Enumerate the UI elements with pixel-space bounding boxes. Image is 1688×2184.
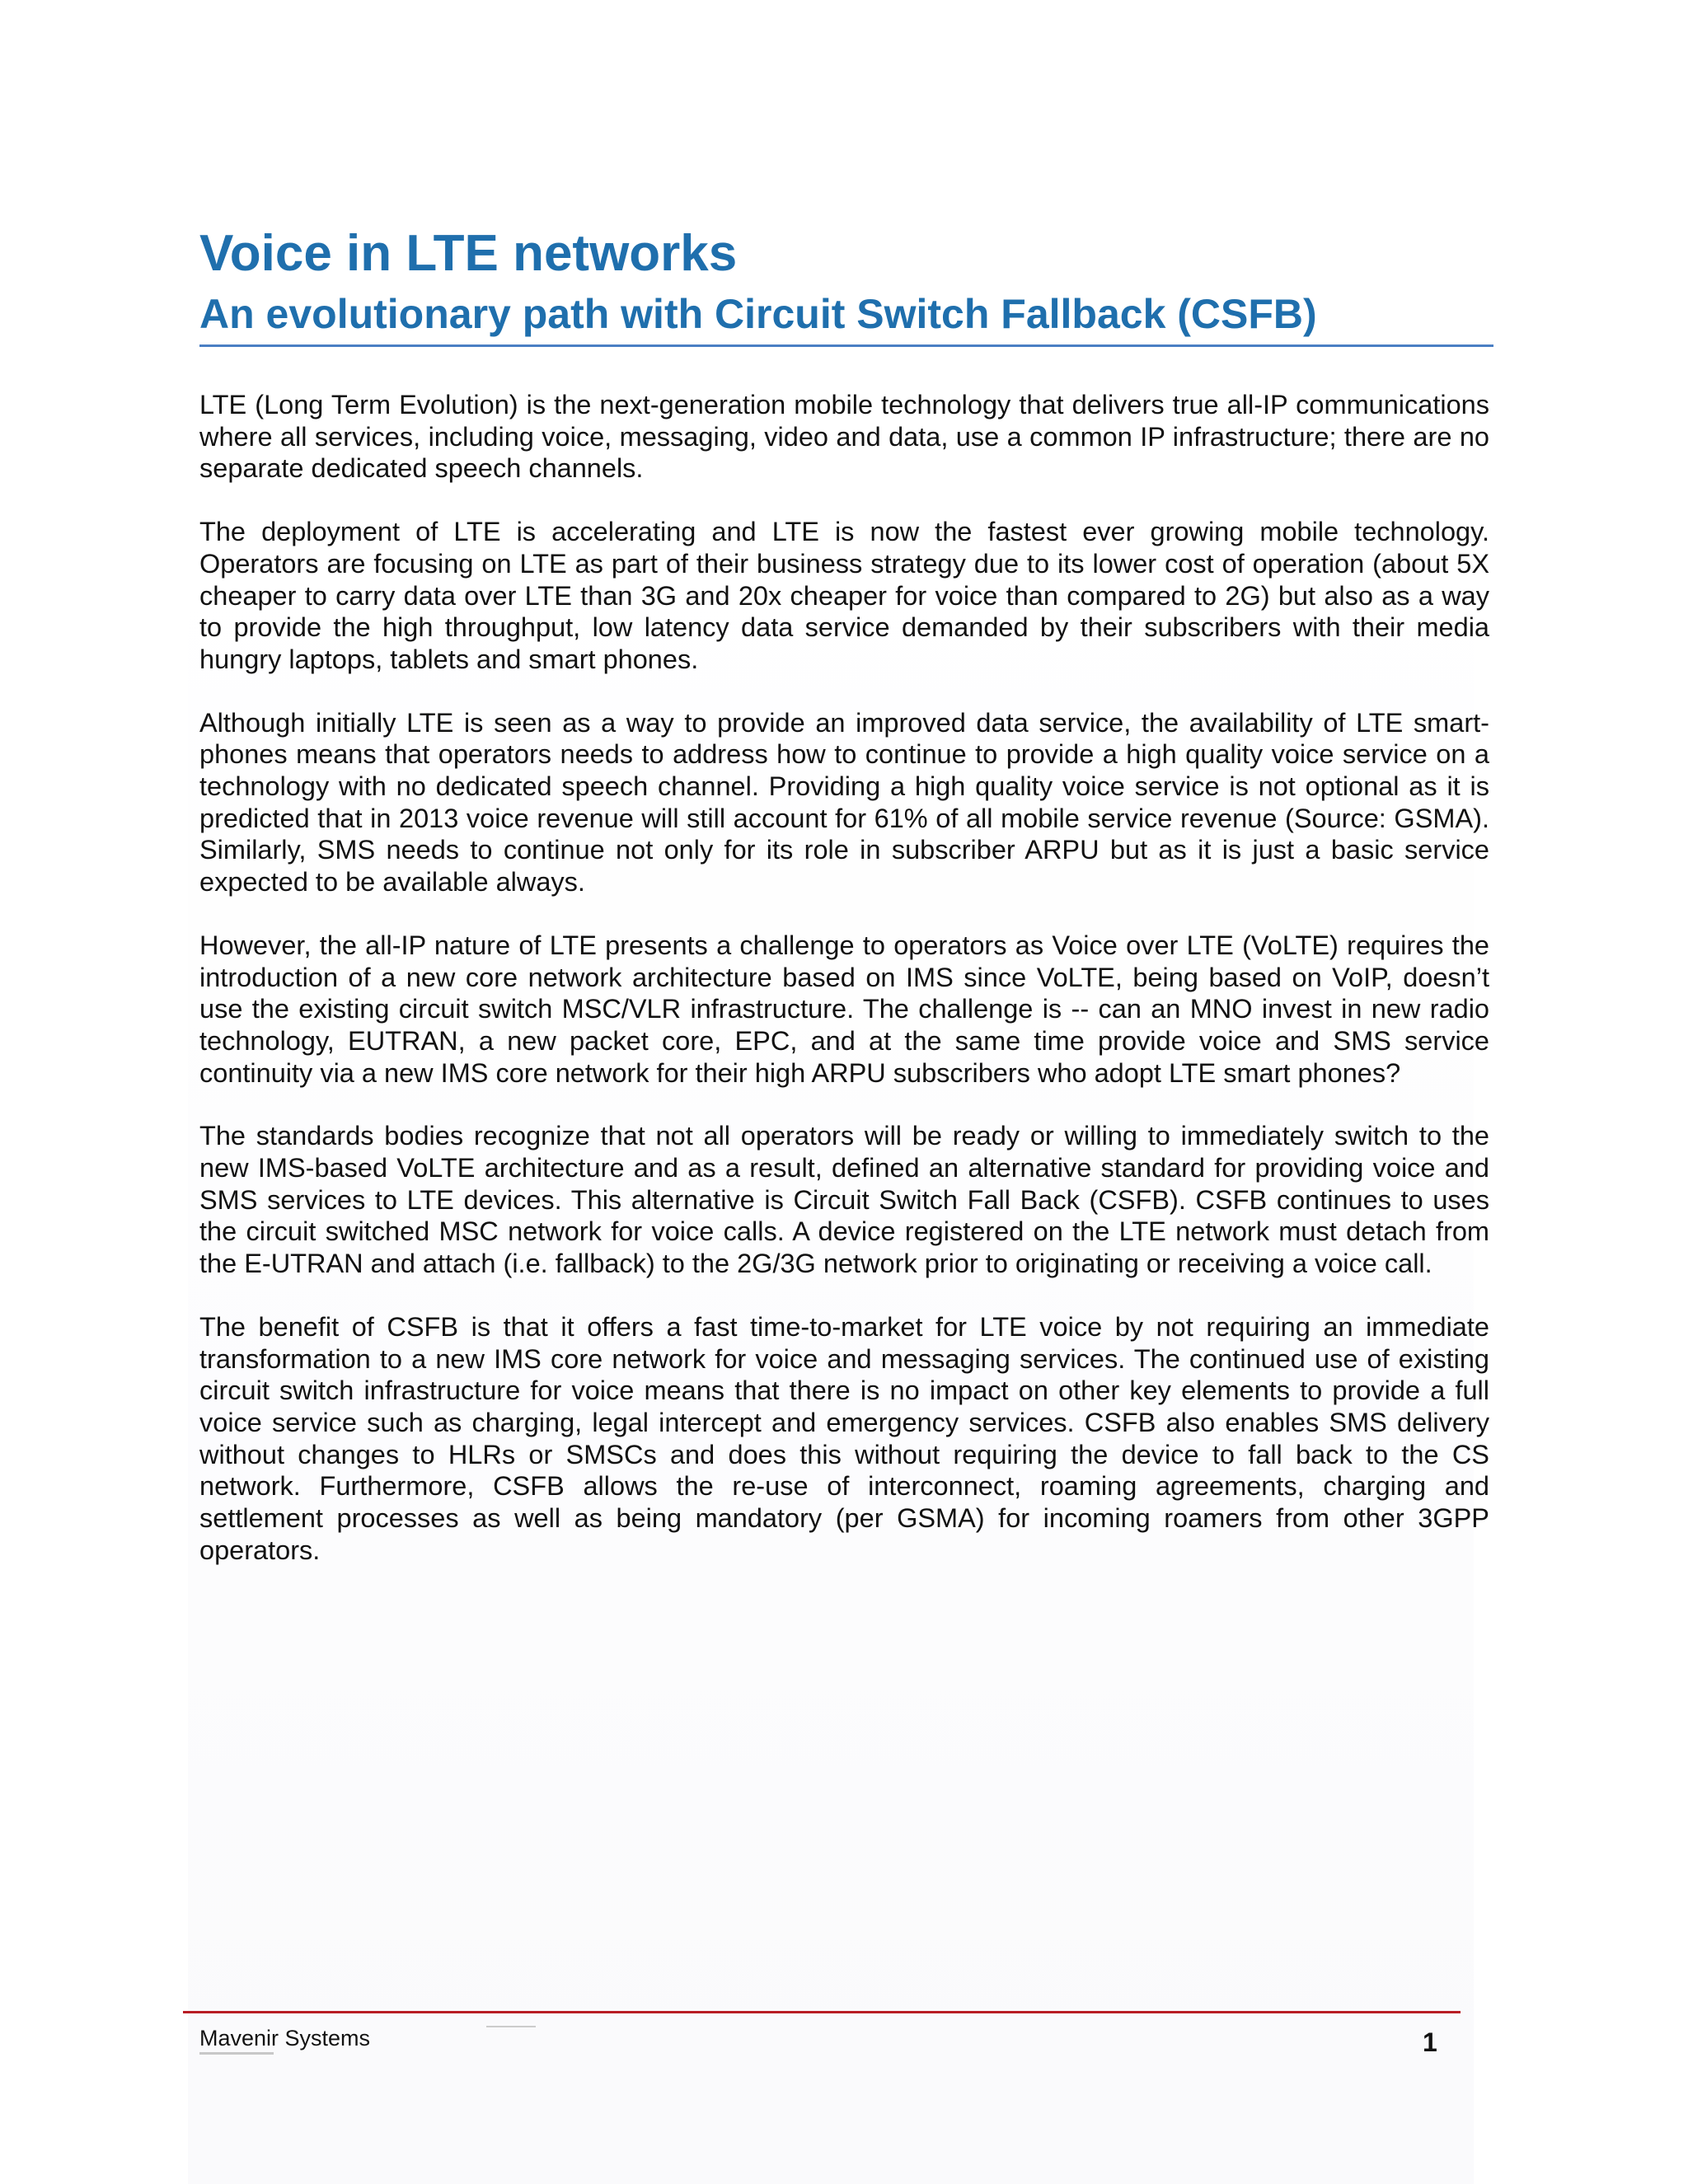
- paragraph-deployment: The deployment of LTE is accelerating and LTE is now the fastest ever growing mobile technology. Operators are focusing on LTE as part of their business strategy due to its lower cost of operation (about 5X cheaper to carry data over LTE than 3G and 20x cheaper for voice than compared to 2G) but also as a way to provide the high throughput, low latency data service demanded by their subscribers with their media hungry laptops, tablets and smart phones.: [199, 517, 1489, 674]
- paragraph-voice-service: Although initially LTE is seen as a way to provide an improved data service, the availability of LTE smart-phones means that operators needs to address how to continue to provide a high quality voice service on a technology with no dedicated speech channel. Providing a high quality voice service is not optional as it is predicted that in 2013 voice revenue will still account for 61% of all mobile service revenue (Source: GSMA). Similarly, SMS needs to continue not only for its role in subscriber ARPU but as it is just a basic service expected to be available always.: [199, 707, 1489, 898]
- title-divider: [199, 344, 1493, 347]
- footer-company-name: Mavenir Systems: [199, 2026, 371, 2050]
- document-title: Voice in LTE networks: [199, 225, 738, 282]
- document-subtitle: An evolutionary path with Circuit Switch Fallback (CSFB): [199, 291, 1317, 337]
- page-number: 1: [1423, 2027, 1437, 2057]
- document-body: [199, 389, 1489, 1598]
- footer-divider: [183, 2011, 1461, 2013]
- paragraph-csfb-standard: The standards bodies recognize that not all operators will be ready or willing to immediately switch to the new IMS-based VoLTE architecture and as a result, defined an alternative standard for providing voice and SMS services to LTE devices. This alternative is Circuit Switch Fall Back (CSFB). CSFB continues to uses the circuit switched MSC network for voice calls. A device registered on the LTE network must detach from the E-UTRAN and attach (i.e. fallback) to the 2G/3G network prior to originating or receiving a voice call.: [199, 1121, 1489, 1279]
- paragraph-intro: LTE (Long Term Evolution) is the next-generation mobile technology that delivers true all-IP communications where all services, including voice, messaging, video and data, use a common IP infrastructure; there are no separate dedicated speech channels.: [199, 390, 1489, 484]
- footer-center-mark: [486, 2026, 536, 2027]
- paragraph-volte-challenge: However, the all-IP nature of LTE presents a challenge to operators as Voice over LTE (VoLTE) requires the introduction of a new core network architecture based on IMS since VoLTE, being based on VoIP, doesn’t use the existing circuit switch MSC/VLR infrastructure. The challenge is -- can an MNO invest in new radio technology, EUTRAN, a new packet core, EPC, and at the same time provide voice and SMS service continuity via a new IMS core network for their high ARPU subscribers who adopt LTE smart phones?: [199, 930, 1489, 1088]
- document-header: [199, 221, 1493, 341]
- footer-fine-print-mark: [199, 2052, 274, 2055]
- paragraph-csfb-benefit: The benefit of CSFB is that it offers a fast time-to-market for LTE voice by not requiring an immediate transformation to a new IMS core network for voice and messaging services. The continued use of existing circuit switch infrastructure for voice means that there is no impact on other key elements to provide a full voice service such as charging, legal intercept and emergency services. CSFB also enables SMS delivery without changes to HLRs or SMSCs and does this without requiring the device to fall back to the CS network. Furthermore, CSFB allows the re-use of interconnect, roaming agreements, charging and settlement processes as well as being mandatory (per GSMA) for incoming roamers from other 3GPP operators.: [199, 1311, 1489, 1565]
